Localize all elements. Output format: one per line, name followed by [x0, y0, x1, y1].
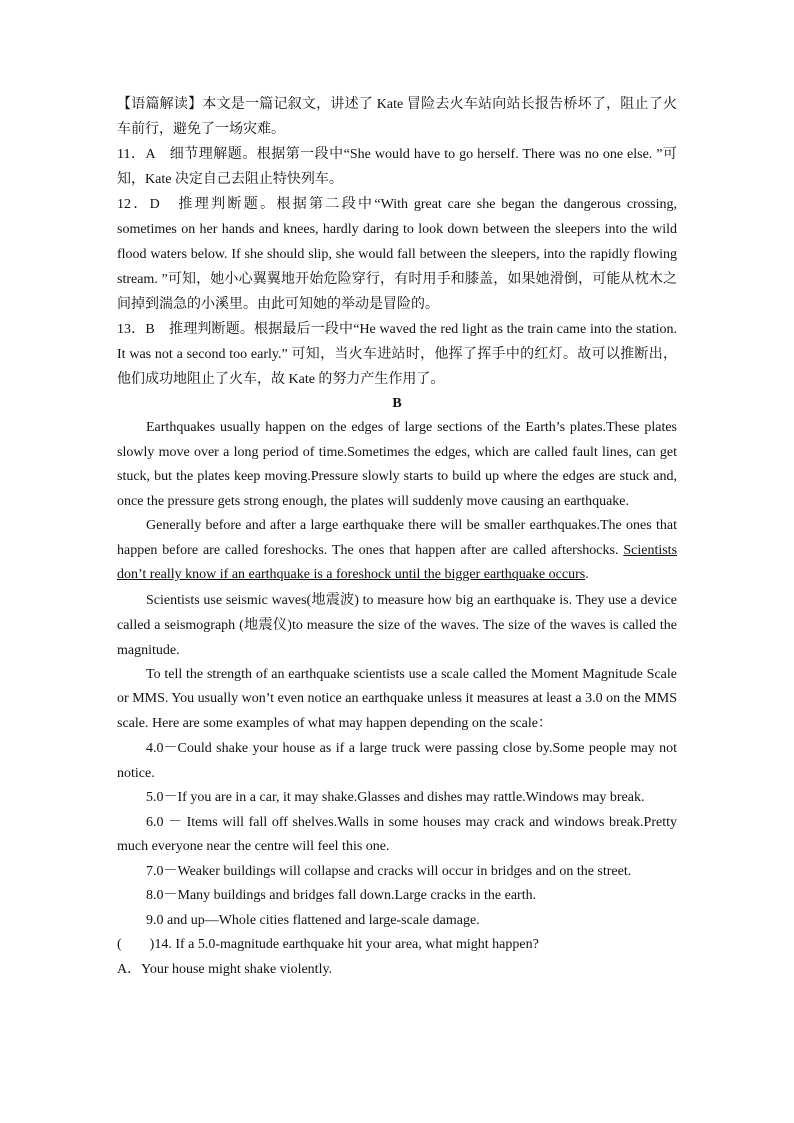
scale-item-4: 4.0－Could shake your house as if a large truck were passing close by.Some people may not notice. — [117, 741, 677, 781]
passage-paragraph-4: To tell the strength of an earthquake scientists use a scale called the Moment Magnitude Scale or MMS. You usually won’t even notice an earthquake unless it measures at least a 3.0 on the MMS scale. Here are some examples of what may happen depending on the scale： — [117, 666, 677, 731]
document-page — [117, 92, 677, 982]
scale-item-9: 9.0 and up—Whole cities flattened and large-scale damage. — [146, 912, 480, 928]
question-14-stem: ( )14. If a 5.0-magnitude earthquake hit your area, what might happen? — [117, 937, 539, 952]
answer-13-explanation: 13．B 推理判断题。根据最后一段中“He waved the red light as the train came into the station. It was not a second too early.” 可知，当火车进站时，他挥了挥手中的红灯。故可以推断出，他们成功地阻止了火车，故 Kate 的努力产生作用了。 — [117, 322, 677, 387]
section-heading: B — [392, 396, 402, 411]
scale-item-7: 7.0－Weaker buildings will collapse and cracks will occur in bridges and on the street. — [146, 863, 632, 879]
scale-item-5: 5.0－If you are in a car, it may shake.Glasses and dishes may rattle.Windows may break. — [146, 790, 645, 805]
passage-analysis-intro: 【语篇解读】本文是一篇记叙文，讲述了 Kate 冒险去火车站向站长报告桥坏了，阻止了火车前行，避免了一场灾难。 — [117, 97, 677, 137]
passage-paragraph-3: Scientists use seismic waves(地震波) to measure how big an earthquake is. They use a device called a seismograph (地震仪)to measure the size of the waves. The size of the waves is called the magnitude. — [117, 592, 677, 658]
answer-12-explanation: 12．D 推理判断题。根据第二段中“With great care she began the dangerous crossing, sometimes on her hands and knees, hardly daring to look down between the sleepers into the wild flood waters below. If she should slip, she would fall between the sleepers, into the rapidly flowing stream. ”可知，她小心翼翼地开始危险穿行，有时用手和膝盖，如果她滑倒，可能从枕木之间掉到湍急的小溪里。由此可知她的举动是冒险的。 — [117, 197, 677, 312]
paragraph-2-end: . — [585, 567, 589, 582]
paragraph-2-text: Generally before and after a large earthquake there will be smaller earthquakes.The ones that happen before are called foreshocks. The ones that happen after are called aftershocks. — [117, 518, 677, 558]
scale-item-8: 8.0－Many buildings and bridges fall down.Large cracks in the earth. — [146, 888, 537, 903]
scale-item-6: 6.0 － Items will fall off shelves.Walls in some houses may crack and windows break.Pretty much everyone near the centre will feel this one. — [117, 814, 677, 854]
underlined-sentence: Scientists don’t really know if an earthquake is a foreshock until the bigger earthquake occurs — [117, 542, 678, 582]
passage-paragraph-2 — [117, 514, 677, 588]
answer-11-explanation: 11．A 细节理解题。根据第一段中“She would have to go herself. There was no one else. ”可知，Kate 决定自己去阻止特快列车。 — [117, 147, 677, 187]
passage-paragraph-1: Earthquakes usually happen on the edges of large sections of the Earth’s plates.These plates slowly move over a long period of time.Sometimes the edges, which are called fault lines, can get stuck, but the plates keep moving.Pressure slowly starts to build up where the edges are stuck and, once the pressure gets strong enough, the plates will suddenly move causing an earthquake. — [117, 420, 677, 509]
question-14-option-a: A．Your house might shake violently. — [117, 961, 333, 977]
